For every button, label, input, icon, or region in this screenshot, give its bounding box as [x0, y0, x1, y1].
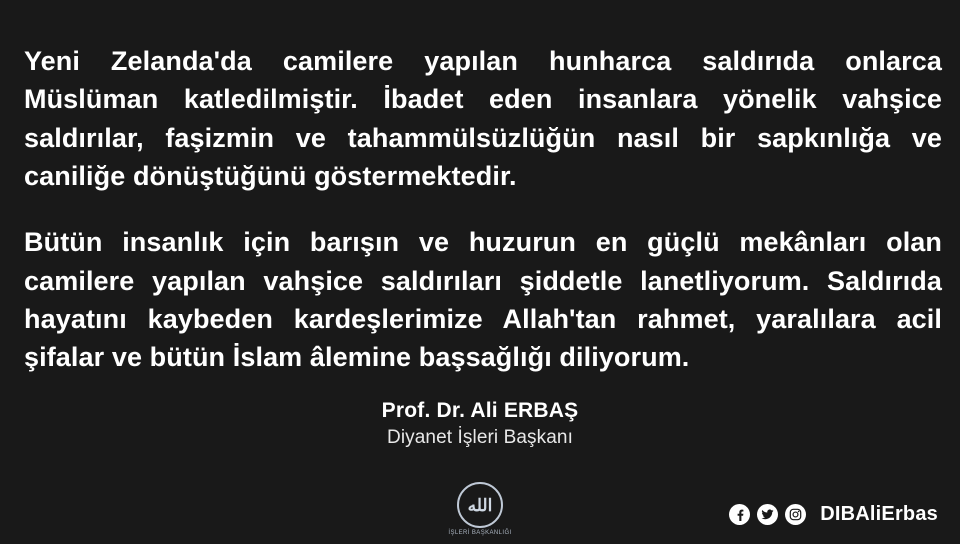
statement-paragraph-1: Yeni Zelanda'da camilere yapılan hunharca saldırıda onlarca Müslüman katledilmiştir. İbadet eden insanlara yönelik vahşice saldırılar, faşizmin ve tahammülsüzlüğün nasıl bir sapkınlığa ve caniliğe dönüştüğünü göstermektedir.: [24, 46, 942, 191]
logo-caption: İŞLERİ BAŞKANLIĞI: [448, 530, 512, 536]
instagram-icon[interactable]: [785, 504, 806, 525]
diyanet-logo: [449, 480, 511, 538]
signature-block: [0, 398, 960, 451]
logo-circle-icon: [457, 482, 503, 528]
statement-body: [24, 42, 942, 377]
footer-bar: [0, 478, 960, 544]
statement-paragraph-2: Bütün insanlık için barışın ve huzurun en güçlü mekânları olan camilere yapılan vahşice saldırıları şiddetle lanetliyorum. Saldırıda hayatını kaybeden kardeşlerimize Allah'tan rahmet, yaralılara acil şifalar ve bütün İslam âlemine başsağlığı diliyorum.: [24, 227, 942, 373]
signature-name: Prof. Dr. Ali ERBAŞ: [381, 399, 579, 422]
signature-title: Diyanet İşleri Başkanı: [387, 427, 573, 449]
twitter-icon[interactable]: [757, 504, 778, 525]
facebook-icon[interactable]: [729, 504, 750, 525]
social-handle[interactable]: DIBAliErbas: [820, 503, 938, 525]
social-links: [729, 503, 938, 526]
logo-monogram: الله: [467, 495, 493, 515]
